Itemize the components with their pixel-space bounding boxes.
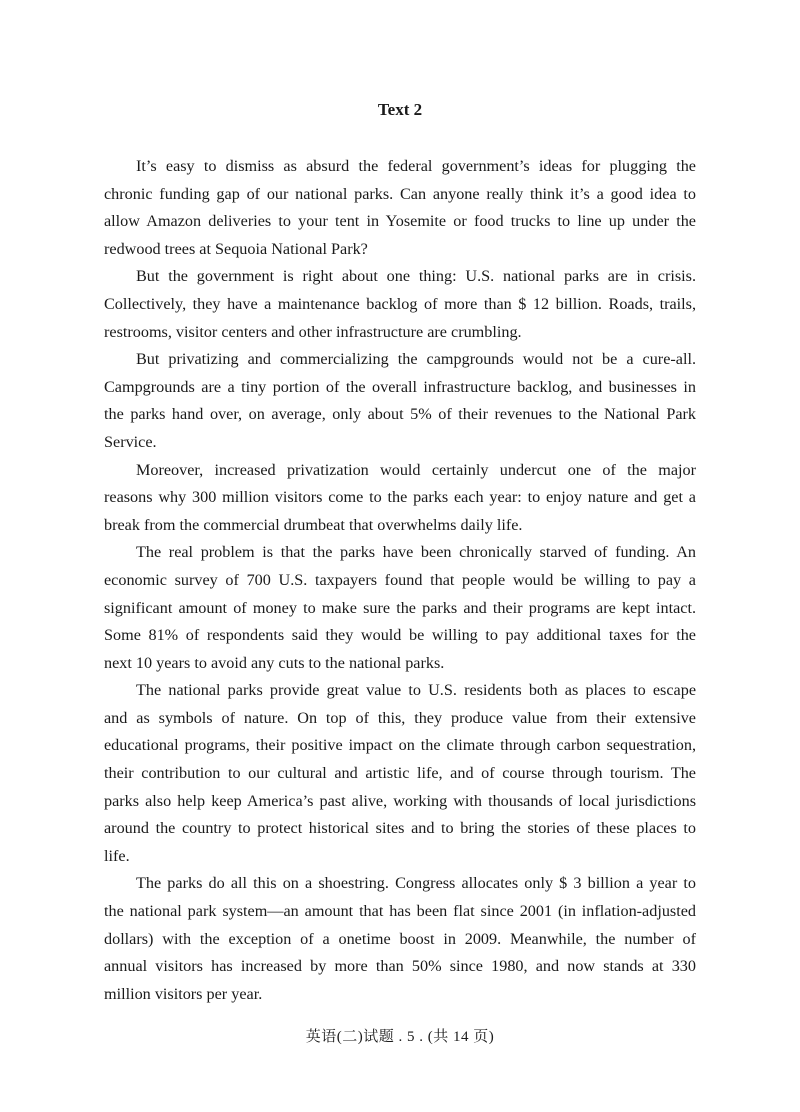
paragraph [104, 539, 696, 677]
page-footer: 英语(二)试题 . 5 . (共 14 页) [305, 1029, 495, 1045]
text-line: break from the commercial drumbeat that overwhelms daily life. [104, 515, 523, 534]
text-line: restrooms, visitor centers and other infrastructure are crumbling. [104, 322, 522, 341]
text-line: The parks do all this on a shoestring. Congress allocates only $ 3 billion a year to [136, 874, 696, 893]
text-line: the parks hand over, on average, only about 5% of their revenues to the National Park [104, 405, 696, 424]
paragraph [104, 870, 696, 1008]
text-line: reasons why 300 million visitors come to the parks each year: to enjoy nature and get a [104, 488, 696, 507]
text-line: Collectively, they have a maintenance backlog of more than $ 12 billion. Roads, trails, [104, 294, 696, 313]
text-line: the national park system—an amount that has been flat since 2001 (in inflation-adjusted [104, 902, 696, 921]
text-line: Moreover, increased privatization would certainly undercut one of the major [136, 460, 696, 479]
text-line: and as symbols of nature. On top of this, they produce value from their extensive [104, 708, 696, 727]
text-line: educational programs, their positive impact on the climate through carbon sequestration, [104, 736, 696, 755]
text-line: But the government is right about one thing: U.S. national parks are in crisis. [136, 267, 696, 286]
text-line: economic survey of 700 U.S. taxpayers found that people would be willing to pay a [104, 570, 696, 589]
paragraph [104, 153, 696, 263]
paragraph [104, 457, 696, 540]
section-title: Text 2 [377, 100, 423, 119]
text-line: dollars) with the exception of a onetime boost in 2009. Meanwhile, the number of [104, 929, 696, 948]
text-line: their contribution to our cultural and artistic life, and of course through tourism. The [104, 764, 696, 783]
text-line: chronic funding gap of our national parks. Can anyone really think it’s a good idea to [104, 184, 696, 203]
article-body [104, 153, 696, 1008]
paragraph [104, 346, 696, 456]
paragraph [104, 677, 696, 870]
text-line: allow Amazon deliveries to your tent in Yosemite or food trucks to line up under the [104, 212, 696, 231]
text-line: annual visitors has increased by more than 50% since 1980, and now stands at 330 [104, 957, 696, 976]
text-line: redwood trees at Sequoia National Park? [104, 239, 368, 258]
text-line: around the country to protect historical sites and to bring the stories of these places to [104, 819, 696, 838]
paragraph [104, 263, 696, 346]
text-line: million visitors per year. [104, 984, 263, 1003]
text-line: It’s easy to dismiss as absurd the federal government’s ideas for plugging the [136, 157, 696, 175]
text-line: The real problem is that the parks have been chronically starved of funding. An [136, 543, 696, 562]
text-line: parks also help keep America’s past alive, working with thousands of local jurisdictions [104, 791, 696, 810]
text-line: Campgrounds are a tiny portion of the overall infrastructure backlog, and businesses in [104, 377, 696, 396]
text-line: But privatizing and commercializing the campgrounds would not be a cure-all. [136, 350, 696, 369]
text-line: significant amount of money to make sure the parks and their programs are kept intact. [104, 598, 696, 617]
text-line: life. [104, 846, 130, 865]
text-line: Service. [104, 432, 157, 451]
text-line: next 10 years to avoid any cuts to the national parks. [104, 653, 445, 672]
text-line: Some 81% of respondents said they would be willing to pay additional taxes for the [104, 626, 696, 645]
text-line: The national parks provide great value to U.S. residents both as places to escape [136, 681, 696, 700]
